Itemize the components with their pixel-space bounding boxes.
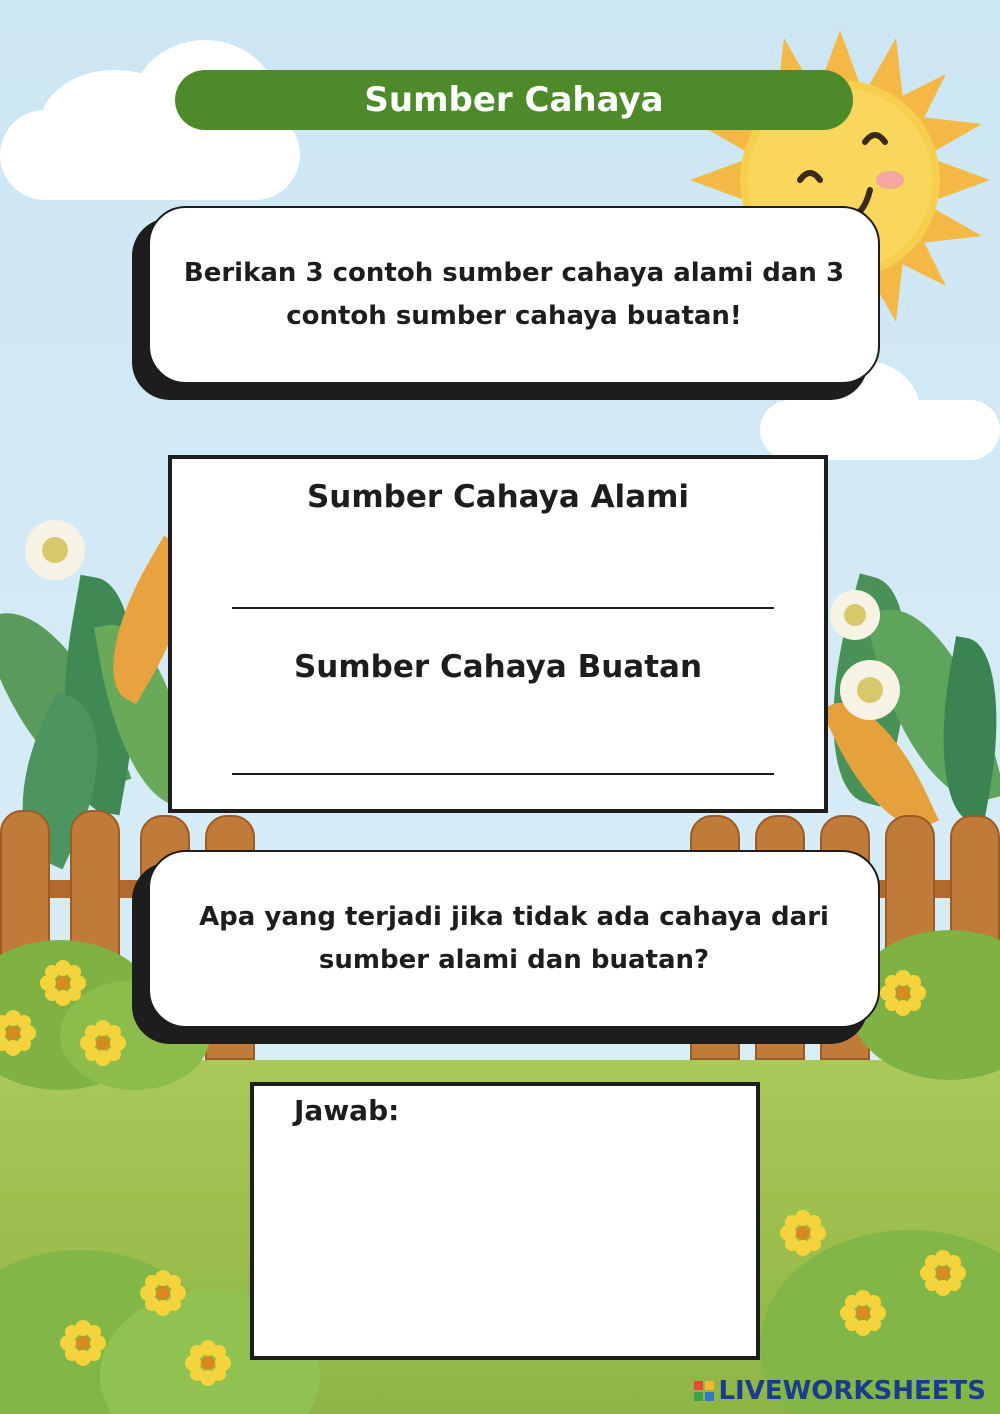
question2-bubble (148, 850, 880, 1028)
page-title: Sumber Cahaya (175, 70, 853, 130)
answer-box-jawab[interactable] (250, 1082, 760, 1360)
answer-line-artificial[interactable] (232, 773, 774, 775)
watermark-text: LIVEWORKSHEETS (718, 1376, 986, 1406)
answer-line-natural[interactable] (232, 607, 774, 609)
jawab-label: Jawab: (294, 1094, 400, 1127)
liveworksheets-watermark (694, 1376, 986, 1406)
question1-text: Berikan 3 contoh sumber cahaya alami dan 3 contoh sumber cahaya buatan! (183, 258, 845, 331)
heading-natural-sources: Sumber Cahaya Alami (306, 479, 690, 515)
question2-text: Apa yang terjadi jika tidak ada cahaya dari sumber alami dan buatan? (199, 902, 829, 975)
heading-artificial-sources: Sumber Cahaya Buatan (293, 649, 703, 685)
answer-box-sources (168, 455, 828, 813)
liveworksheets-logo-icon (694, 1381, 714, 1401)
question1-bubble (148, 206, 880, 384)
